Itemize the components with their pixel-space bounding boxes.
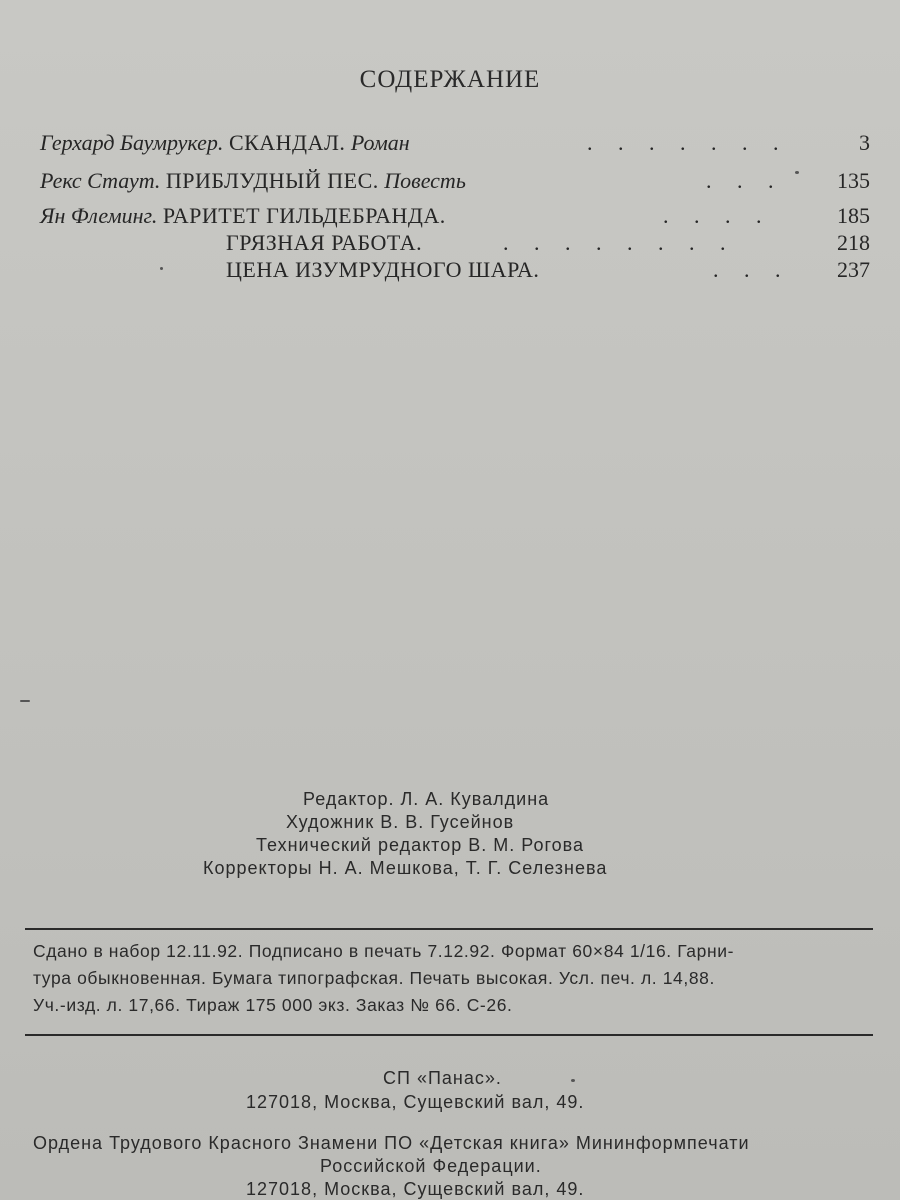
- editor-credit: Редактор. Л. А. Кувалдина: [303, 789, 550, 809]
- printer-address: 127018, Москва, Сущевский вал, 49.: [246, 1179, 585, 1199]
- toc-entry: [40, 203, 870, 233]
- toc-leader-dots: . . . . . . .: [587, 130, 789, 155]
- publisher-address: 127018, Москва, Сущевский вал, 49.: [246, 1092, 585, 1112]
- tech-editor-credit: Технический редактор В. М. Рогова: [256, 835, 585, 855]
- toc-author: Рекс Стаут.: [40, 168, 161, 193]
- toc-leader-dots: . . .: [713, 257, 791, 282]
- printer-name: Ордена Трудового Красного Знамени ПО «Детская книга» Мининформпечати: [33, 1133, 750, 1153]
- toc-work-title: ПРИБЛУДНЫЙ ПЕС.: [165, 168, 379, 193]
- paper-speck: [795, 171, 799, 174]
- artist-credit: Художник В. В. Гусейнов: [286, 812, 515, 832]
- toc-entry: [40, 230, 870, 260]
- top-rule: [25, 928, 873, 930]
- imprint-line: тура обыкновенная. Бумага типографская. Печать высокая. Усл. печ. л. 14,88.: [33, 968, 715, 988]
- toc-leader-dots: . . . . . . . .: [503, 230, 736, 255]
- paper-speck: [571, 1079, 575, 1082]
- toc-page-number: 218: [837, 230, 870, 255]
- toc-entry: [40, 130, 870, 160]
- toc-author: Ян Флеминг.: [40, 203, 158, 228]
- imprint-block: [33, 938, 873, 1019]
- bottom-rule: [25, 1034, 873, 1036]
- printer-country: Российской Федерации.: [320, 1156, 542, 1176]
- toc-work-title: ЦЕНА ИЗУМРУДНОГО ШАРА.: [226, 257, 540, 282]
- imprint-line: Сдано в набор 12.11.92. Подписано в печать 7.12.92. Формат 60×84 1/16. Гарни-: [33, 941, 735, 961]
- paper-speck: [20, 700, 30, 702]
- toc-genre: Повесть: [384, 168, 466, 193]
- toc-page-number: 237: [837, 257, 870, 282]
- toc-author: Герхард Баумрукер.: [40, 130, 224, 155]
- toc-page-number: 185: [837, 203, 870, 228]
- publisher-name: СП «Панас».: [383, 1068, 502, 1088]
- toc-entry: [40, 257, 870, 287]
- toc-leader-dots: . . . .: [663, 203, 772, 228]
- toc-title: СОДЕРЖАНИЕ: [359, 66, 541, 93]
- toc-genre: Роман: [350, 130, 410, 155]
- paper-speck: [160, 267, 163, 270]
- toc-work-title: ГРЯЗНАЯ РАБОТА.: [226, 230, 423, 255]
- proofreaders-credit: Корректоры Н. А. Мешкова, Т. Г. Селезнева: [203, 858, 608, 878]
- toc-leader-dots: . . .: [706, 168, 784, 193]
- toc-work-title: РАРИТЕТ ГИЛЬДЕБРАНДА.: [162, 203, 446, 228]
- imprint-line: Уч.-изд. л. 17,66. Тираж 175 000 экз. Заказ № 66. С-26.: [33, 995, 513, 1015]
- toc-page-number: 3: [859, 130, 870, 155]
- toc-entry: [40, 168, 870, 198]
- toc-page-number: 135: [837, 168, 870, 193]
- toc-work-title: СКАНДАЛ.: [228, 130, 346, 155]
